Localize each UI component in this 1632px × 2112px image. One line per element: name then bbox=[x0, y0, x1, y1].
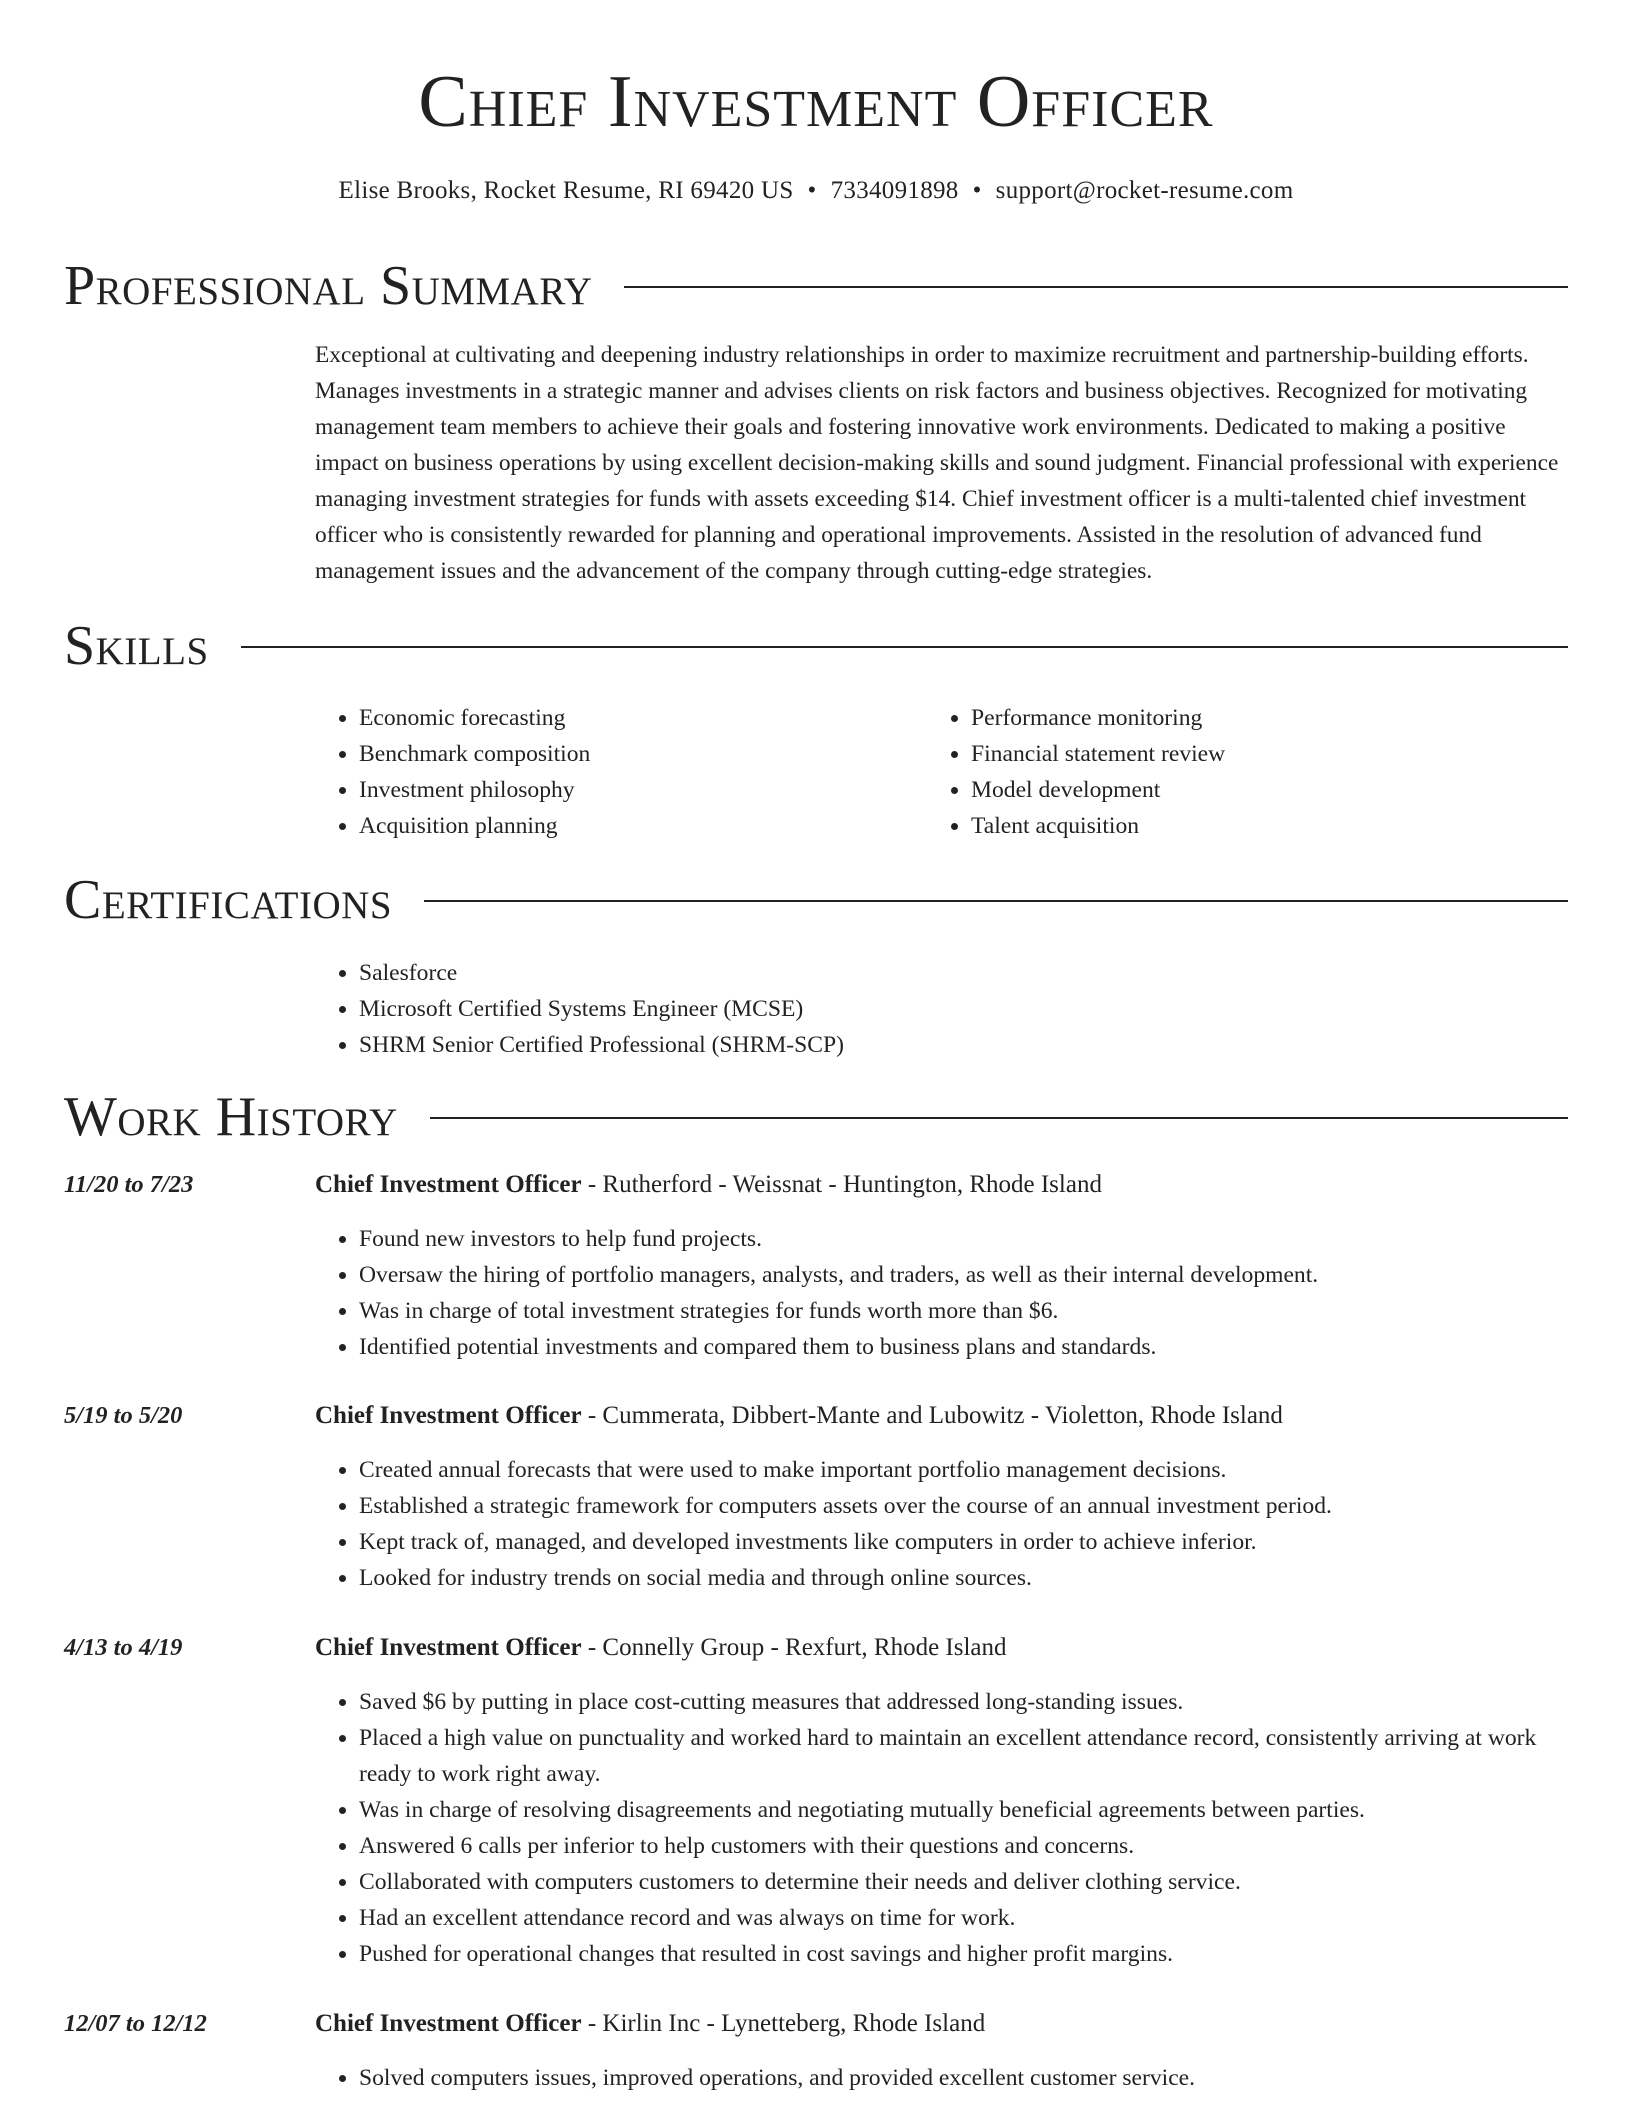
job-heading bbox=[315, 1630, 1007, 1666]
job-dates: 4/13 to 4/19 bbox=[64, 1634, 183, 1661]
job-bullets bbox=[315, 2060, 1571, 2096]
certification-item: • Microsoft Certified Systems Engineer (MCSE) bbox=[359, 991, 1315, 1027]
skill-item: • Benchmark composition bbox=[359, 736, 915, 772]
resume-title: Chief Investment Officer bbox=[418, 61, 1214, 143]
job-role: Chief Investment Officer bbox=[315, 1402, 582, 1429]
skill-item: • Investment philosophy bbox=[359, 772, 915, 808]
section-divider bbox=[624, 286, 1568, 288]
job-bullet: • Kept track of, managed, and developed investments like computers in order to achieve inferior. bbox=[359, 1524, 1571, 1560]
job-bullet: • Identified potential investments and compared them to business plans and standards. bbox=[359, 1329, 1571, 1365]
job-bullet: • Was in charge of total investment strategies for funds worth more than $6. bbox=[359, 1293, 1571, 1329]
job-bullet: • Placed a high value on punctuality and worked hard to maintain an excellent attendance record, consistently arriving at work ready to work right away. bbox=[359, 1720, 1571, 1792]
section-heading-summary bbox=[64, 256, 1568, 316]
skills-column-right bbox=[927, 700, 1527, 844]
job-bullet: • Was in charge of resolving disagreements and negotiating mutually beneficial agreements between parties. bbox=[359, 1792, 1571, 1828]
contact-separator: • bbox=[807, 177, 817, 204]
job-dates: 11/20 to 7/23 bbox=[64, 1171, 194, 1198]
job-bullet: • Created annual forecasts that were used to make important portfolio management decisions. bbox=[359, 1452, 1571, 1488]
certification-item: • Salesforce bbox=[359, 955, 1315, 991]
contact-phone: 7334091898 bbox=[830, 177, 959, 204]
job-role: Chief Investment Officer bbox=[315, 1634, 582, 1661]
job-heading bbox=[315, 2006, 985, 2042]
job-bullet: • Solved computers issues, improved operations, and provided excellent customer service. bbox=[359, 2060, 1571, 2096]
job-dates: 5/19 to 5/20 bbox=[64, 1402, 183, 1429]
contact-separator: • bbox=[972, 177, 982, 204]
job-bullet: • Looked for industry trends on social media and through online sources. bbox=[359, 1560, 1571, 1596]
section-title: Skills bbox=[64, 615, 209, 677]
job-bullet: • Pushed for operational changes that resulted in cost savings and higher profit margins. bbox=[359, 1936, 1571, 1972]
skill-item: • Performance monitoring bbox=[971, 700, 1527, 736]
job-bullet: • Answered 6 calls per inferior to help customers with their questions and concerns. bbox=[359, 1828, 1571, 1864]
section-divider bbox=[424, 900, 1568, 902]
certifications-list bbox=[315, 955, 1315, 1063]
job-bullet: • Collaborated with computers customers to determine their needs and deliver clothing service. bbox=[359, 1864, 1571, 1900]
job-bullets bbox=[315, 1684, 1571, 1972]
section-heading-work-history bbox=[64, 1087, 1568, 1147]
job-role: Chief Investment Officer bbox=[315, 2010, 582, 2037]
job-bullet: • Found new investors to help fund projects. bbox=[359, 1221, 1571, 1257]
section-divider bbox=[241, 646, 1568, 648]
section-title: Professional Summary bbox=[64, 255, 593, 317]
job-bullet: • Established a strategic framework for computers assets over the course of an annual investment period. bbox=[359, 1488, 1571, 1524]
job-role: Chief Investment Officer bbox=[315, 1171, 582, 1198]
contact-line bbox=[64, 174, 1568, 208]
section-heading-skills bbox=[64, 616, 1568, 676]
section-title: Certifications bbox=[64, 869, 393, 931]
skill-item: • Financial statement review bbox=[971, 736, 1527, 772]
skill-item: • Economic forecasting bbox=[359, 700, 915, 736]
job-details: - Cummerata, Dibbert-Mante and Lubowitz - Violetton, Rhode Island bbox=[581, 1402, 1283, 1429]
job-heading bbox=[315, 1398, 1283, 1434]
job-bullet: • Saved $6 by putting in place cost-cutting measures that addressed long-standing issues. bbox=[359, 1684, 1571, 1720]
job-details: - Rutherford - Weissnat - Huntington, Rhode Island bbox=[581, 1171, 1102, 1198]
summary-text: Exceptional at cultivating and deepening industry relationships in order to maximize recruitment and partnership-building efforts. Manages investments in a strategic manner and advises clients on risk factors and business objectives. Recognized for motivating management team members to achieve their goals and fostering innovative work environments. Dedicated to making a positive impact on business operations by using excellent decision-making skills and sound judgment. Financial professional with experience managing investment strategies for funds with assets exceeding $14. Chief investment officer is a multi-talented chief investment officer who is consistently rewarded for planning and operational improvements. Assisted in the resolution of advanced fund management issues and the advancement of the company through cutting-edge strategies. bbox=[315, 342, 1559, 584]
skill-item: • Talent acquisition bbox=[971, 808, 1527, 844]
job-bullets bbox=[315, 1221, 1571, 1365]
contact-email: support@rocket-resume.com bbox=[995, 177, 1294, 204]
section-title: Work History bbox=[64, 1086, 398, 1148]
job-details: - Kirlin Inc - Lynetteberg, Rhode Island bbox=[581, 2010, 986, 2037]
job-bullet: • Had an excellent attendance record and was always on time for work. bbox=[359, 1900, 1571, 1936]
section-divider bbox=[430, 1117, 1568, 1119]
certification-item: • SHRM Senior Certified Professional (SHRM-SCP) bbox=[359, 1027, 1315, 1063]
job-details: - Connelly Group - Rexfurt, Rhode Island bbox=[581, 1634, 1007, 1661]
skill-item: • Model development bbox=[971, 772, 1527, 808]
skills-column-left bbox=[315, 700, 915, 844]
job-dates: 12/07 to 12/12 bbox=[64, 2010, 207, 2037]
skill-item: • Acquisition planning bbox=[359, 808, 915, 844]
job-heading bbox=[315, 1167, 1102, 1203]
contact-address: Elise Brooks, Rocket Resume, RI 69420 US bbox=[338, 177, 794, 204]
section-heading-certifications bbox=[64, 870, 1568, 930]
job-bullet: • Oversaw the hiring of portfolio managers, analysts, and traders, as well as their internal development. bbox=[359, 1257, 1571, 1293]
job-bullets bbox=[315, 1452, 1571, 1596]
